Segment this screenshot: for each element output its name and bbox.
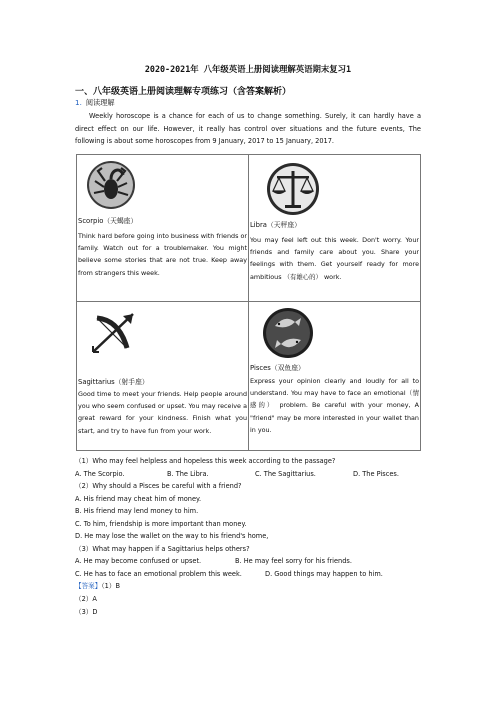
subsection-heading (75, 98, 115, 108)
q2-option-c: C. To him, friendship is more important than money. (75, 519, 247, 528)
answer-3: （3）D (75, 607, 98, 616)
scales-icon (265, 161, 321, 217)
q3-option-b: B. He may feel sorry for his friends. (235, 557, 352, 566)
cell-scorpio (77, 155, 249, 302)
sign-text-libra: You may feel left out this week. Don't worry. Your friends and family care about you. Share your feelings with them. Get yourself ready for more ambitious （有雄心的） work. (250, 236, 419, 281)
q3-option-c: C. He has to face an emotional problem this week. (75, 569, 242, 578)
bow-arrow-icon (85, 308, 141, 358)
subsection-number: 1. (75, 98, 82, 107)
sign-text-sagittarius: Good time to meet your friends. Help people around you who seem confused or upset. You may receive a great reward for your kindness. Finish what you start, and try to have fun from your work. (78, 390, 247, 435)
intro-paragraph (75, 110, 421, 148)
answer-1: （1）B (101, 582, 120, 591)
question-1-options (75, 468, 425, 481)
answer-label: 【答案】 (75, 582, 102, 591)
subsection-label: 阅读理解 (85, 98, 115, 107)
answer-2: （2）A (75, 595, 97, 604)
document-title: 2020-2021年 八年级英语上册阅读理解英语期末复习1 (144, 64, 352, 74)
q1-option-c: C. The Sagittarius. (255, 469, 316, 478)
questions-block (75, 455, 425, 618)
cell-sagittarius (77, 302, 249, 451)
section-heading: 一、八年级英语上册阅读理解专项练习（含答案解析） (75, 87, 292, 97)
scorpion-icon (85, 159, 137, 211)
question-1: （1）Who may feel helpless and hopeless this week according to the passage? (75, 457, 336, 465)
q1-option-b: B. The Libra. (167, 469, 209, 478)
question-2: （2）Why should a Pisces be careful with a friend? (75, 482, 242, 491)
answer-line-1 (75, 580, 425, 593)
q1-option-d: D. The Pisces. (353, 469, 399, 478)
q2-option-a: A. His friend may cheat him of money. (75, 494, 202, 503)
cell-pisces (249, 302, 421, 451)
horoscope-table (76, 154, 421, 451)
question-3-options-row1 (75, 555, 425, 568)
sign-text-scorpio: Think hard before going into business with friends or family. Watch out for a troublemaker. You might believe some stories that are not true. Keep away from strangers this week. (78, 232, 247, 277)
question-3-options-row2 (75, 568, 425, 581)
sign-text-pisces: Express your opinion clearly and loudly for all to understand. You may have to face an emotional（情感的） problem. Be careful with your money, A "friend" may be more interested in your wallet than in you. (250, 377, 419, 434)
q3-option-a: A. He may become confused or upset. (75, 557, 202, 566)
q3-option-d: D. Good things may happen to him. (265, 569, 383, 578)
sign-name-sagittarius: Sagittarius（射手座） (78, 378, 149, 386)
sign-name-scorpio: Scorpio（天蝎座） (78, 217, 138, 225)
q1-option-a: A. The Scorpio. (75, 469, 125, 478)
sign-name-libra: Libra（天秤座） (250, 221, 301, 229)
cell-libra (249, 155, 421, 302)
sign-name-pisces: Pisces（双鱼座） (250, 364, 305, 372)
fish-icon (261, 306, 315, 360)
intro-text: Weekly horoscope is a chance for each of us to change something. Surely, it can hardly have a direct effect on our life. However, it really has control over situations and the future events, The following is about some horoscopes from 9 January, 2017 to 15 January, 2017. (75, 112, 421, 145)
q2-option-d: D. He may lose the wallet on the way to his friend's home, (75, 532, 269, 541)
question-3: （3）What may happen if a Sagittarius helps others? (75, 544, 250, 553)
q2-option-b: B. His friend may lend money to him. (75, 507, 199, 516)
